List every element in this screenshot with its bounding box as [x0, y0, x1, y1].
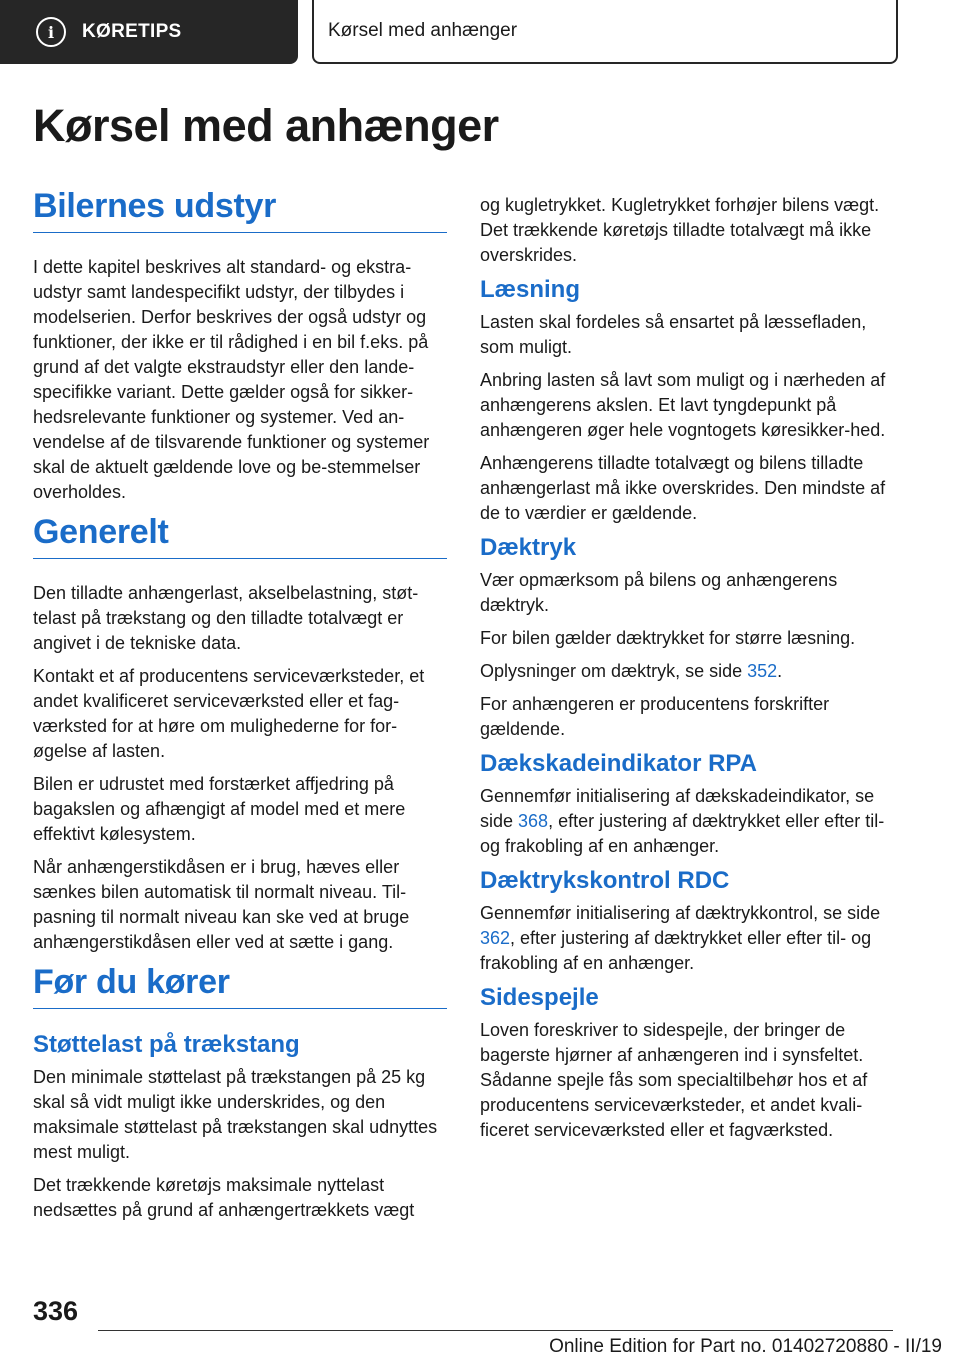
paragraph: Vær opmærksom på bilens og anhængerens dæktryk.: [480, 570, 838, 615]
paragraph-text: Gennemfør initialisering af dæktrykkontrol, se side: [480, 903, 881, 923]
heading-rdc: Dæktrykskontrol RDC: [480, 867, 730, 894]
paragraph: [480, 784, 896, 859]
paragraph: Anhængerens tilladte totalvægt og bilens tilladte anhængerlast må ikke overskrides. Den mindste af de to værdier er gældende.: [480, 453, 886, 523]
paragraph: I dette kapitel beskrives alt standard- og ekstra-udstyr samt landespecifikt udstyr, der tilbydes i modelserien. Derfor beskrives der også udstyr og funktioner, der ikke er til rådighed i en bil f.eks. på grund af det valgte ekstraudstyr eller den lande-specifikke variant. Dette gælder også for sikker-hedsrelevante funktioner og systemer. Ved an-vendelse af de tilsvarende funktioner og systemer skal de aktuelt gældende love og be-stemmelser overholdes.: [33, 257, 430, 502]
paragraph-text: , efter justering af dæktrykket eller efter til- og frakobling af en anhænger.: [480, 811, 885, 856]
paragraph: Loven foreskriver to sidespejle, der bringer de bagerste hjørner af anhængeren ind i synsfeltet. Sådanne spejle fås som specialtilbehør hos et af producentens serviceværksteder, et andet kvali-ficeret serviceværksted eller et fagværksted.: [480, 1020, 868, 1140]
paragraph: Anbring lasten så lavt som muligt og i nærheden af anhængerens akslen. Et lavt tyngdepunkt på anhængeren øger hele vogntogets køresikker-hed.: [480, 370, 886, 440]
page-title: Kørsel med anhænger: [33, 100, 499, 151]
paragraph-text: Oplysninger om dæktryk, se side: [480, 661, 748, 681]
paragraph: Lasten skal fordeles så ensartet på læssefladen, som muligt.: [480, 312, 867, 357]
edition-text: Online Edition for Part no. 01402720880 - II/19: [549, 1336, 942, 1357]
left-column: [33, 187, 447, 1231]
section-label: KØRETIPS: [82, 21, 182, 42]
topic-tab[interactable]: [312, 0, 898, 64]
heading-rpa: Dækskadeindikator RPA: [480, 750, 757, 777]
paragraph: Bilen er udrustet med forstærket affjedring på bagakslen og afhængigt af model med et mere effektivt kølesystem.: [33, 774, 406, 844]
paragraph: Det trækkende køretøjs maksimale nyttelast nedsættes på grund af anhængertrækkets vægt: [33, 1175, 415, 1220]
paragraph: Når anhængerstikdåsen er i brug, hæves eller sænkes bilen automatisk til normalt niveau. Til-pasning til normalt niveau kan ske ved at bruge anhængerstikdåsen eller ved at sætte i gang.: [33, 857, 410, 952]
right-column: [480, 193, 896, 1151]
heading-generelt: Generelt: [33, 513, 447, 559]
page-footer: [0, 1296, 960, 1362]
info-icon: i: [36, 17, 66, 47]
page-header: [0, 0, 960, 66]
heading-bilernes-udstyr: Bilernes udstyr: [33, 187, 447, 233]
page-link-352[interactable]: 352: [747, 661, 778, 681]
page-number: 336: [33, 1296, 79, 1326]
paragraph-text: , efter justering af dæktrykket eller efter til- og frakobling af en anhænger.: [480, 928, 872, 973]
paragraph: [480, 659, 896, 684]
heading-foer-du-koerer: Før du kører: [33, 963, 447, 1009]
paragraph: og kugletrykket. Kugletrykket forhøjer bilens vægt. Det trækkende køretøjs tilladte totalvægt må ikke overskrides.: [480, 195, 880, 265]
paragraph: Den minimale støttelast på trækstangen på 25 kg skal så vidt muligt ikke underskrides, og den maksimale støttelast på trækstangen skal udnyttes mest muligt.: [33, 1067, 438, 1162]
paragraph: For anhængeren er producentens forskrifter gældende.: [480, 694, 830, 739]
paragraph-text: Gennemfør initialisering af dækskadeindikator, se side: [480, 786, 875, 831]
page-link-362[interactable]: 362: [480, 928, 511, 948]
heading-laesning: Læsning: [480, 276, 580, 303]
paragraph: Den tilladte anhængerlast, akselbelastning, støt-telast på trækstang og den tilladte totalvægt er angivet i de tekniske data.: [33, 583, 419, 653]
footer-divider: [98, 1330, 893, 1331]
paragraph: [480, 901, 896, 976]
paragraph-text: .: [777, 661, 783, 681]
section-tab[interactable]: [0, 0, 298, 64]
heading-daektryk: Dæktryk: [480, 534, 577, 561]
heading-stoettelast: Støttelast på trækstang: [33, 1031, 300, 1058]
topic-label: Kørsel med anhænger: [328, 20, 518, 41]
heading-sidespejle: Sidespejle: [480, 984, 599, 1011]
paragraph: For bilen gælder dæktrykket for større læsning.: [480, 628, 856, 648]
page-link-368[interactable]: 368: [518, 811, 549, 831]
paragraph: Kontakt et af producentens serviceværksteder, et andet kvalificeret serviceværksted eller et fag-værksted for at høre om mulighederne for for-øgelse af lasten.: [33, 666, 425, 761]
